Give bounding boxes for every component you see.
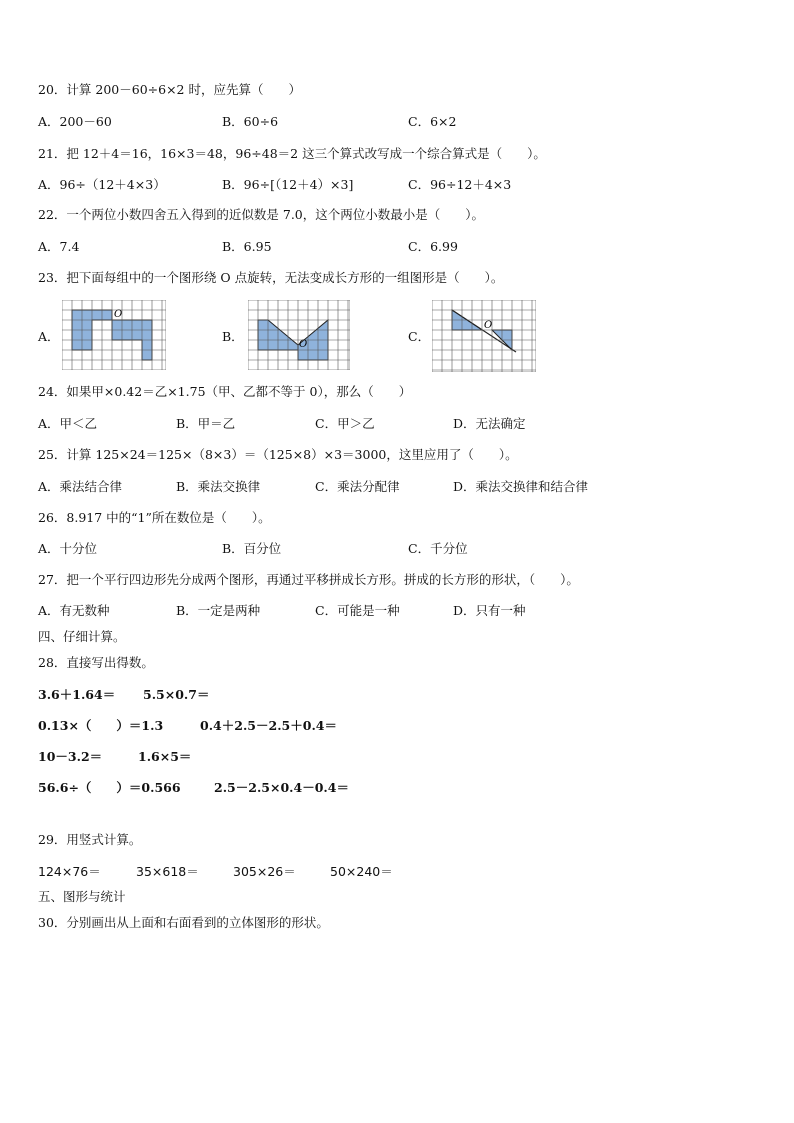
q21-option-b: B．96÷[（12＋4）×3]	[222, 177, 354, 192]
figure-c-point-label: O	[484, 320, 493, 331]
q28-item-6: 1.6×5＝	[138, 749, 192, 764]
question-21-stem: 21．把 12＋4＝16，16×3＝48，96÷48＝2 这三个算式改写成一个综合算式是（ ）。	[38, 146, 546, 161]
q23-figure-c	[432, 300, 536, 372]
q25-option-b: B．乘法交换律	[176, 479, 261, 494]
q20-option-c: C．6×2	[408, 114, 457, 129]
q26-option-b: B．百分位	[222, 541, 282, 556]
q29-item-3: 305×26＝	[233, 864, 296, 879]
q24-option-c: C．甲＞乙	[315, 416, 375, 431]
q21-option-a: A．96÷（12＋4×3）	[38, 177, 166, 192]
q27-option-c: C．可能是一种	[315, 603, 400, 618]
q29-item-2: 35×618＝	[136, 864, 199, 879]
q23-option-a: A．	[38, 329, 60, 344]
q24-option-d: D．无法确定	[453, 416, 526, 431]
q23-option-b: B．	[222, 329, 244, 344]
q23-figure-c-shapes	[452, 310, 516, 352]
q29-item-1: 124×76＝	[38, 864, 101, 879]
q25-option-a: A．乘法结合律	[38, 479, 123, 494]
q22-option-a: A．7.4	[38, 239, 80, 254]
q27-option-d: D．只有一种	[453, 603, 526, 618]
q28-item-7: 56.6÷（ ）＝0.566	[38, 780, 181, 795]
question-25-stem: 25．计算 125×24＝125×（8×3）＝（125×8）×3＝3000，这里应用了（ ）。	[38, 447, 518, 462]
question-29-stem: 29．用竖式计算。	[38, 832, 142, 847]
q28-item-2: 5.5×0.7＝	[143, 687, 210, 702]
question-27-stem: 27．把一个平行四边形先分成两个图形，再通过平移拼成长方形。拼成的长方形的形状，（ ）。	[38, 572, 579, 587]
q24-option-b: B．甲＝乙	[176, 416, 236, 431]
question-28-stem: 28．直接写出得数。	[38, 655, 154, 670]
figure-a-point-label: O	[114, 309, 123, 320]
q26-option-c: C．千分位	[408, 541, 468, 556]
q25-option-c: C．乘法分配律	[315, 479, 400, 494]
q28-item-1: 3.6＋1.64＝	[38, 687, 116, 702]
q27-option-a: A．有无数种	[38, 603, 110, 618]
q28-item-3: 0.13×（ ）＝1.3	[38, 718, 164, 733]
q28-item-5: 10－3.2＝	[38, 749, 103, 764]
q22-option-b: B．6.95	[222, 239, 272, 254]
q21-option-c: C．96÷12＋4×3	[408, 177, 512, 192]
q24-option-a: A．甲＜乙	[38, 416, 98, 431]
q23-figure-c-grid	[432, 300, 536, 372]
figure-b-point-label: O	[299, 339, 308, 350]
section-5-title: 五、图形与统计	[38, 889, 126, 904]
q22-option-c: C．6.99	[408, 239, 458, 254]
q28-item-4: 0.4＋2.5－2.5＋0.4＝	[200, 718, 337, 733]
question-30-stem: 30．分别画出从上面和右面看到的立体图形的形状。	[38, 915, 329, 930]
question-26-stem: 26．8.917 中的“1”所在数位是（ ）。	[38, 510, 271, 525]
q20-option-a: A．200－60	[38, 114, 112, 129]
q28-item-8: 2.5－2.5×0.4－0.4＝	[214, 780, 349, 795]
question-24-stem: 24．如果甲×0.42＝乙×1.75（甲、乙都不等于 0），那么（ ）	[38, 384, 412, 399]
section-4-title: 四、仔细计算。	[38, 629, 126, 644]
q23-option-c: C．	[408, 329, 431, 344]
q27-option-b: B．一定是两种	[176, 603, 261, 618]
q29-item-4: 50×240＝	[330, 864, 393, 879]
q26-option-a: A．十分位	[38, 541, 98, 556]
q23-figure-a	[62, 300, 166, 370]
q23-figure-b	[248, 300, 350, 370]
question-20-stem: 20．计算 200－60÷6×2 时，应先算（ ）	[38, 82, 301, 97]
q25-option-d: D．乘法交换律和结合律	[453, 479, 589, 494]
question-23-stem: 23．把下面每组中的一个图形绕 O 点旋转，无法变成长方形的一组图形是（ ）。	[38, 270, 504, 285]
question-22-stem: 22．一个两位小数四舍五入得到的近似数是 7.0，这个两位小数最小是（ ）。	[38, 207, 485, 222]
q20-option-b: B．60÷6	[222, 114, 279, 129]
